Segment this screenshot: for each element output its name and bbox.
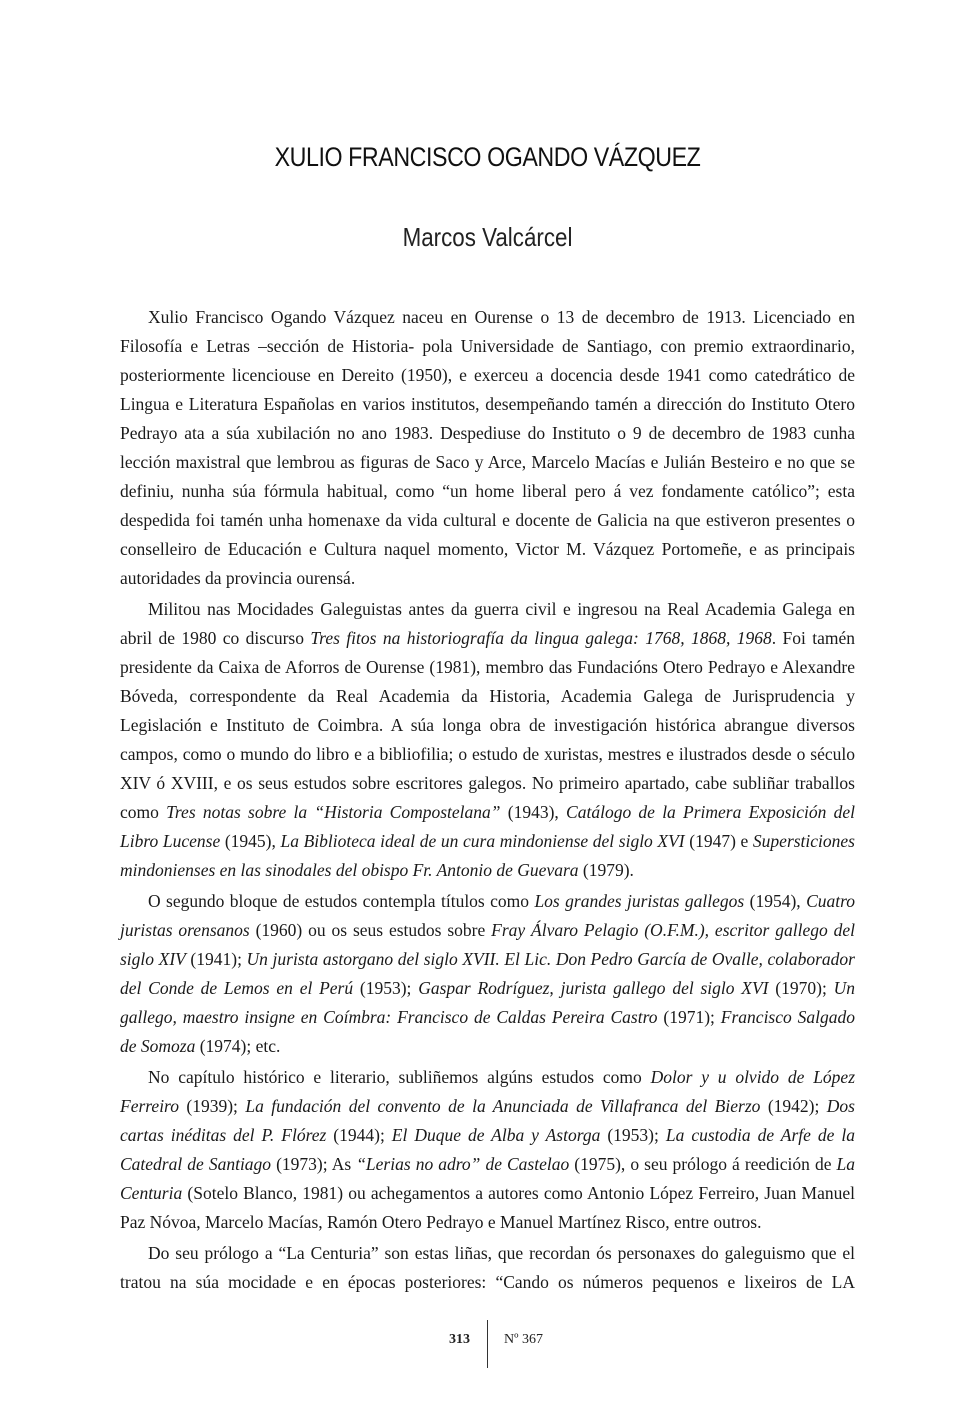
paragraph-text: No capítulo histórico e literario, subliñemos algúns estudos como (148, 1067, 651, 1087)
italic-title-text: Cuatro juristas orensanos (120, 891, 856, 940)
paragraph-text: (1960) ou os seus estudos sobre (249, 920, 492, 940)
paragraph-text: (1979). (578, 860, 634, 880)
footer-divider (487, 1320, 488, 1368)
article-title: XULIO FRANCISCO OGANDO VÁZQUEZ (274, 142, 701, 172)
page-footer (0, 1320, 975, 1368)
issue-number: Nº 367 (504, 1332, 543, 1347)
italic-title-text: Dos cartas inéditas del P. Flórez (120, 1096, 855, 1145)
italic-title-text: Un gallego, maestro insigne en Coímbra: Francisco de Caldas Pereira Castro (120, 978, 855, 1027)
italic-title-text: El Duque de Alba y Astorga (391, 1125, 601, 1145)
paragraph-text: (Sotelo Blanco, 1981) ou achegamentos a autores como Antonio López Ferreiro, Juan Manuel Paz Nóvoa, Marcelo Macías, Ramón Otero Pedrayo e Manuel Martínez Risco, entre outros. (120, 1183, 855, 1232)
paragraph (120, 887, 855, 1061)
paragraph-text: (1939); (178, 1096, 246, 1116)
italic-title-text: La Centuria (120, 1154, 856, 1203)
paragraph-text: (1975), o seu prólogo á reedición de (569, 1154, 837, 1174)
italic-title-text: Gaspar Rodríguez, jurista gallego del siglo XVI (418, 978, 769, 998)
paragraph-text: (1944); (326, 1125, 392, 1145)
paragraph-text: (1970); (768, 978, 834, 998)
paragraph-text: (1953); (353, 978, 419, 998)
italic-title-text: La fundación del convento de la Anunciada de Villafranca del Bierzo (245, 1096, 761, 1116)
page-number: 313 (449, 1332, 470, 1347)
paragraph-text: . Foi tamén presidente da Caixa de Aforros de Ourense (1981), membro das Fundacións Otero Pedrayo e Alexandre Bóveda, correspondente da Real Academia da Historia, Academia Galega de Jurisprudencia y Legislación e Instituto de Coimbra. A súa longa obra de investigación histórica abrangue diversos campos, como o mundo do libro e a bibliofilia; o estudo de xuristas, mestres e ilustrados desde o século XIV ó XVIII, e os seus estudos sobre escritores galegos. No primeiro apartado, cabe subliñar traballos como (120, 628, 855, 822)
paragraph-text: (1954), (744, 891, 807, 911)
paragraph-text: (1971); (657, 1007, 721, 1027)
paragraph (120, 1239, 855, 1297)
paragraph (120, 1063, 855, 1237)
italic-title-text: Un jurista astorgano del siglo XVII. El Lic. Don Pedro García de Ovalle, colaborador del Conde de Lemos en el Perú (120, 949, 855, 998)
paragraph-text: (1947) e (684, 831, 753, 851)
italic-title-text: “Lerias no adro” de Castelao (356, 1154, 570, 1174)
italic-title-text: Tres notas sobre la “Historia Compostelana” (166, 802, 501, 822)
paragraph-text: (1953); (600, 1125, 666, 1145)
paragraph-text: (1943), (500, 802, 567, 822)
paragraph-text: Xulio Francisco Ogando Vázquez naceu en Ourense o 13 de decembro de 1913. Licenciado en Filosofía e Letras –sección de Historia- pola Universidade de Santiago, con premio extraordinario, posteriormente licenciouse en Dereito (1950), e exerceu a docencia desde 1941 como catedrático de Lingua e Literatura Españolas en varios institutos, desempeñando tamén a dirección do Instituto Otero Pedrayo ata a súa xubilación no ano 1983. Despediuse do Instituto o 9 de decembro de 1983 cunha lección maxistral que lembrou as figuras de Saco y Arce, Marcelo Macías e Julián Besteiro e no que se definiu, nunha súa fórmula habitual, como “un home liberal pero á vez fondamente católico”; esta despedida foi tamén unha homenaxe da vida cultural e docente de Galicia na que estiveron presentes o conselleiro de Educación e Cultura naquel momento, Victor M. Vázquez Portomeñe, e as principais autoridades da provincia ourensá. (120, 307, 855, 588)
italic-title-text: Supersticiones mindonienses en las sinodales del obispo Fr. Antonio de Guevara (120, 831, 855, 880)
paragraph-text: (1973); As (271, 1154, 357, 1174)
article-body (120, 303, 855, 1299)
article-author: Marcos Valcárcel (402, 222, 573, 252)
italic-title-text: La custodia de Arfe de la Catedral de Santiago (120, 1125, 855, 1174)
paragraph-text: (1942); (760, 1096, 827, 1116)
paragraph-text: Militou nas Mocidades Galeguistas antes da guerra civil e ingresou na Real Academia Galega en abril de 1980 co discurso (120, 599, 855, 648)
paragraph (120, 303, 855, 593)
paragraph-text: (1945), (220, 831, 281, 851)
italic-title-text: Francisco Salgado de Somoza (120, 1007, 855, 1056)
italic-title-text: Los grandes juristas gallegos (534, 891, 745, 911)
italic-title-text: Dolor y u olvido de López Ferreiro (120, 1067, 855, 1116)
paragraph-text: (1974); etc. (195, 1036, 281, 1056)
paragraph-text: Do seu prólogo a “La Centuria” son estas liñas, que recordan ós personaxes do galeguismo que el tratou na súa mocidade e en épocas posteriores: “Cando os números pequenos e lixeiros de LA (120, 1243, 855, 1292)
paragraph-text: (1941); (185, 949, 247, 969)
italic-title-text: Fray Álvaro Pelagio (O.F.M.), escritor gallego del siglo XIV (120, 920, 855, 969)
paragraph (120, 595, 855, 885)
italic-title-text: Catálogo de la Primera Exposición del Libro Lucense (120, 802, 855, 851)
paragraph-text: O segundo bloque de estudos contempla títulos como (148, 891, 535, 911)
italic-title-text: Tres fitos na historiografía da lingua galega: 1768, 1868, 1968 (310, 628, 772, 648)
italic-title-text: La Biblioteca ideal de un cura mindoniense del siglo XVI (280, 831, 685, 851)
